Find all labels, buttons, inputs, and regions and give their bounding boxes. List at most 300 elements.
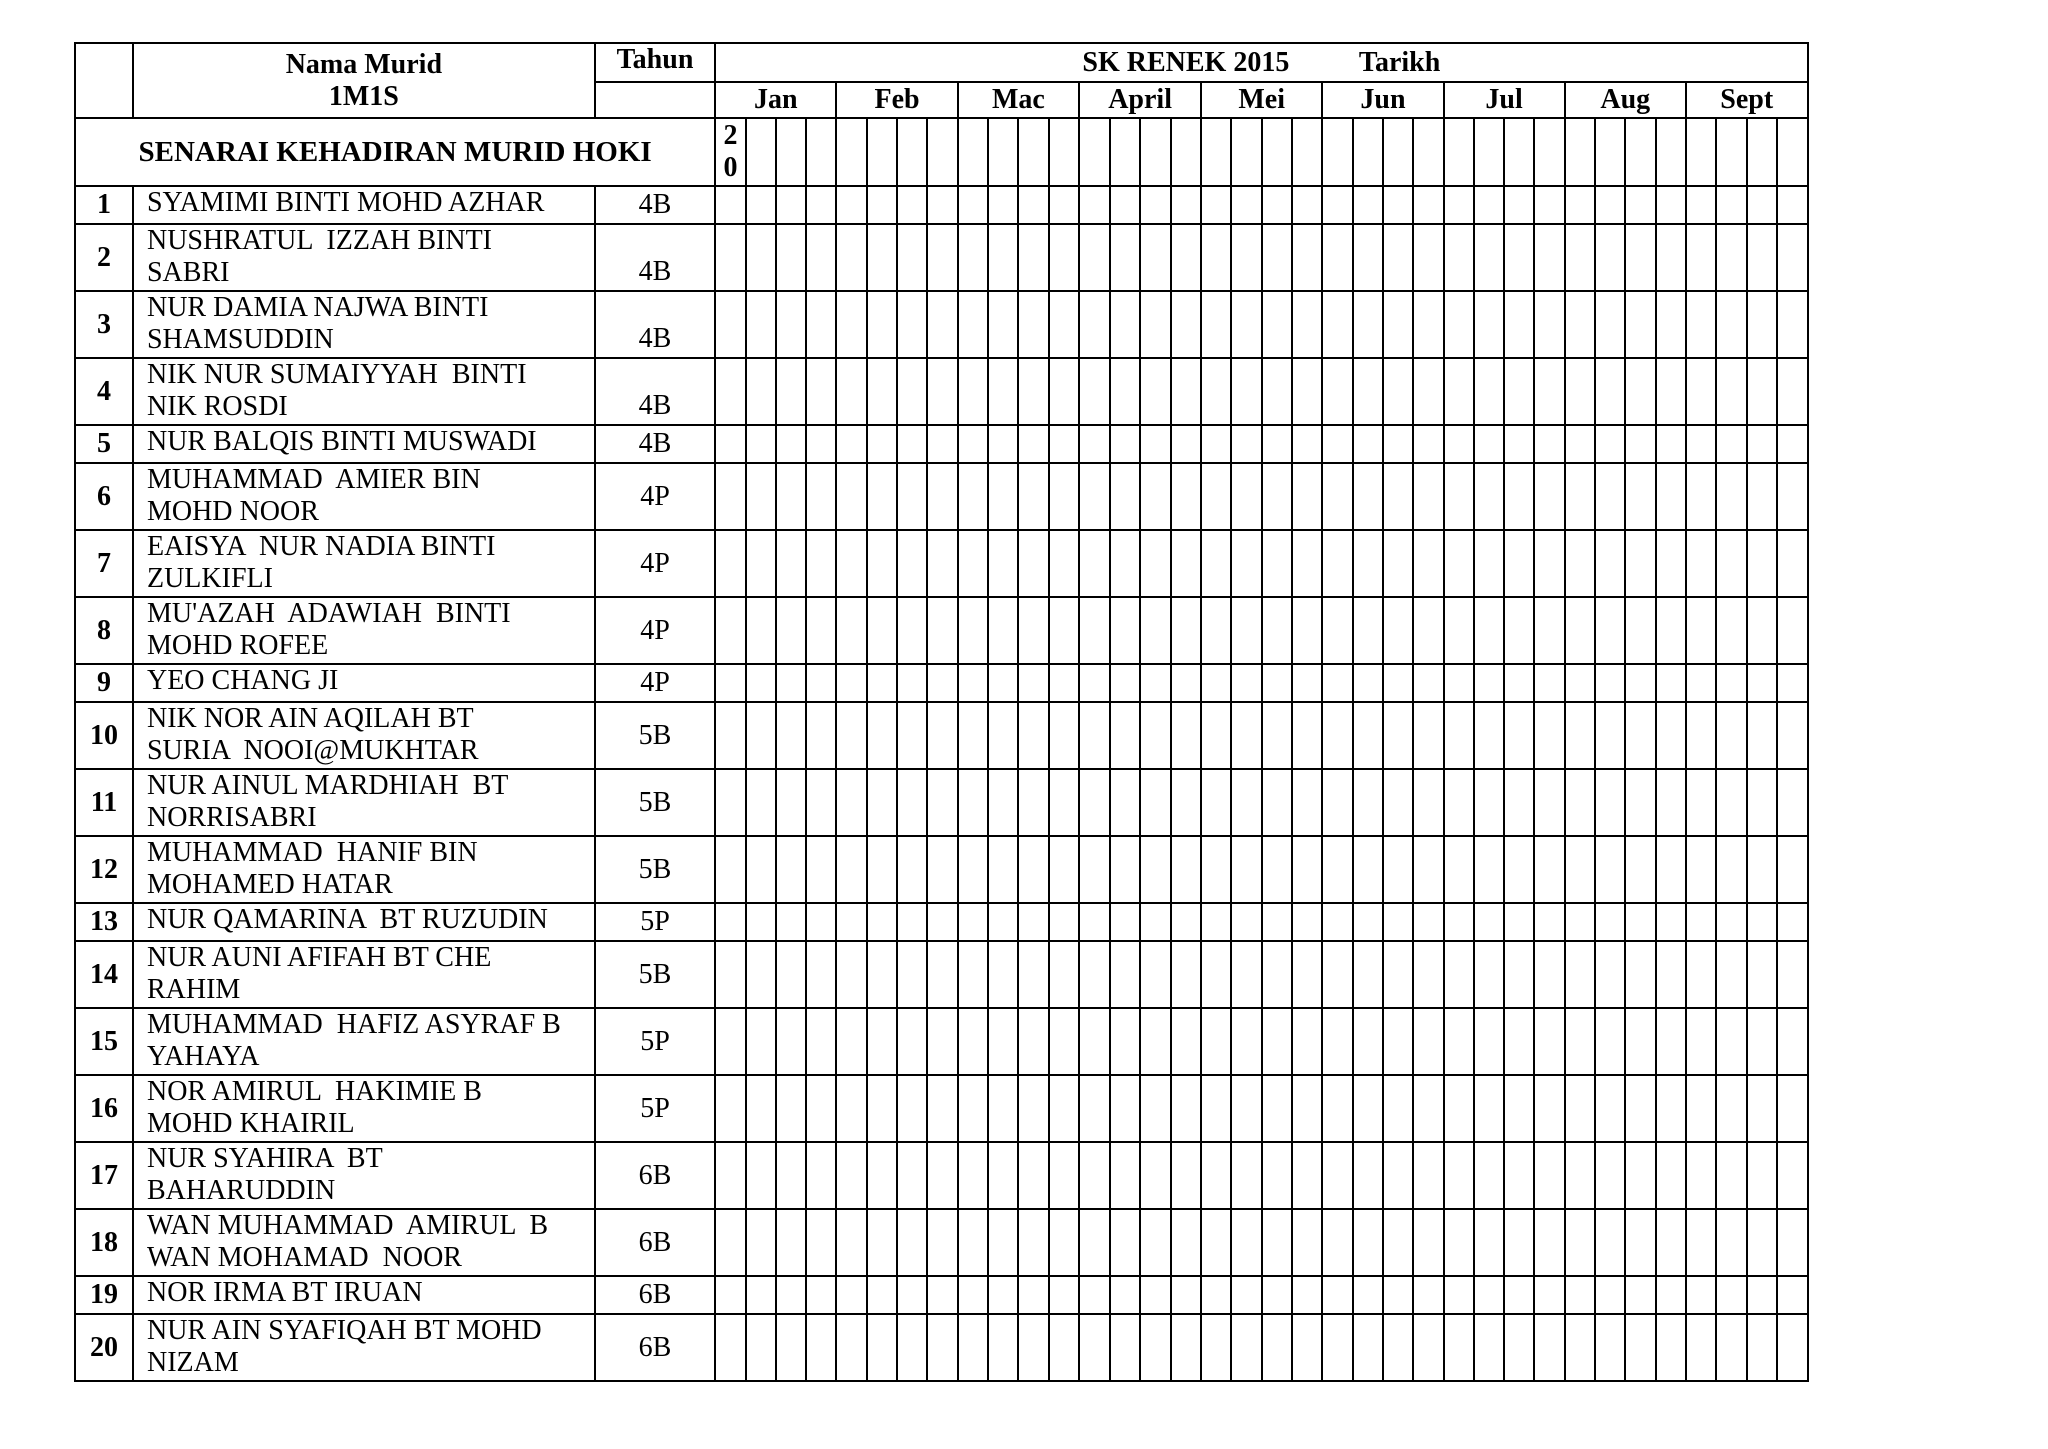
attendance-cell[interactable]: [1049, 1276, 1079, 1314]
attendance-cell[interactable]: [1262, 1276, 1292, 1314]
attendance-cell[interactable]: [1171, 836, 1201, 903]
attendance-cell[interactable]: [958, 186, 988, 224]
attendance-cell[interactable]: [1049, 1209, 1079, 1276]
attendance-cell[interactable]: [1262, 1142, 1292, 1209]
attendance-cell[interactable]: [1534, 425, 1564, 463]
attendance-cell[interactable]: [1747, 836, 1777, 903]
attendance-cell[interactable]: [1534, 1314, 1564, 1381]
attendance-cell[interactable]: [746, 836, 776, 903]
attendance-cell[interactable]: [806, 941, 836, 1008]
attendance-cell[interactable]: [927, 425, 957, 463]
attendance-cell[interactable]: [1292, 664, 1322, 702]
attendance-cell[interactable]: [1322, 1075, 1352, 1142]
attendance-cell[interactable]: [836, 1314, 866, 1381]
attendance-cell[interactable]: [1747, 224, 1777, 291]
attendance-cell[interactable]: [715, 1276, 746, 1314]
attendance-cell[interactable]: [1686, 358, 1716, 425]
attendance-cell[interactable]: [715, 941, 746, 1008]
attendance-cell[interactable]: [1110, 224, 1140, 291]
attendance-cell[interactable]: [1777, 224, 1807, 291]
attendance-cell[interactable]: [1595, 702, 1625, 769]
attendance-cell[interactable]: [1474, 597, 1504, 664]
attendance-cell[interactable]: [1049, 597, 1079, 664]
attendance-cell[interactable]: [1413, 358, 1443, 425]
attendance-cell[interactable]: [1534, 463, 1564, 530]
day-cell[interactable]: [1504, 118, 1534, 186]
attendance-cell[interactable]: [1140, 463, 1170, 530]
attendance-cell[interactable]: [1201, 597, 1231, 664]
attendance-cell[interactable]: [1686, 1142, 1716, 1209]
attendance-cell[interactable]: [1413, 291, 1443, 358]
attendance-cell[interactable]: [806, 597, 836, 664]
attendance-cell[interactable]: [1656, 1142, 1686, 1209]
attendance-cell[interactable]: [1686, 224, 1716, 291]
attendance-cell[interactable]: [1171, 224, 1201, 291]
attendance-cell[interactable]: [715, 769, 746, 836]
attendance-cell[interactable]: [776, 463, 806, 530]
attendance-cell[interactable]: [1413, 425, 1443, 463]
attendance-cell[interactable]: [836, 836, 866, 903]
attendance-cell[interactable]: [806, 224, 836, 291]
attendance-cell[interactable]: [776, 941, 806, 1008]
attendance-cell[interactable]: [1018, 1075, 1048, 1142]
attendance-cell[interactable]: [836, 1142, 866, 1209]
attendance-cell[interactable]: [1504, 530, 1534, 597]
attendance-cell[interactable]: [1383, 1142, 1413, 1209]
attendance-cell[interactable]: [1018, 358, 1048, 425]
attendance-cell[interactable]: [988, 836, 1018, 903]
attendance-cell[interactable]: [1292, 530, 1322, 597]
attendance-cell[interactable]: [1292, 941, 1322, 1008]
attendance-cell[interactable]: [988, 664, 1018, 702]
attendance-cell[interactable]: [1231, 1008, 1261, 1075]
attendance-cell[interactable]: [1444, 425, 1474, 463]
attendance-cell[interactable]: [1079, 597, 1109, 664]
attendance-cell[interactable]: [988, 530, 1018, 597]
attendance-cell[interactable]: [836, 224, 866, 291]
attendance-cell[interactable]: [897, 941, 927, 1008]
attendance-cell[interactable]: [1413, 903, 1443, 941]
attendance-cell[interactable]: [1110, 1276, 1140, 1314]
attendance-cell[interactable]: [1201, 1314, 1231, 1381]
attendance-cell[interactable]: [1413, 1075, 1443, 1142]
attendance-cell[interactable]: [1018, 597, 1048, 664]
attendance-cell[interactable]: [1231, 1314, 1261, 1381]
day-cell[interactable]: [1747, 118, 1777, 186]
attendance-cell[interactable]: [1110, 664, 1140, 702]
attendance-cell[interactable]: [1292, 186, 1322, 224]
attendance-cell[interactable]: [1140, 186, 1170, 224]
attendance-cell[interactable]: [1110, 1142, 1140, 1209]
attendance-cell[interactable]: [1747, 769, 1777, 836]
attendance-cell[interactable]: [1049, 291, 1079, 358]
attendance-cell[interactable]: [1504, 941, 1534, 1008]
attendance-cell[interactable]: [1140, 1314, 1170, 1381]
attendance-cell[interactable]: [1201, 224, 1231, 291]
attendance-cell[interactable]: [1353, 291, 1383, 358]
attendance-cell[interactable]: [1413, 597, 1443, 664]
attendance-cell[interactable]: [1262, 530, 1292, 597]
attendance-cell[interactable]: [1201, 186, 1231, 224]
attendance-cell[interactable]: [1686, 530, 1716, 597]
attendance-cell[interactable]: [1565, 769, 1595, 836]
attendance-cell[interactable]: [958, 903, 988, 941]
attendance-cell[interactable]: [1353, 224, 1383, 291]
day-cell[interactable]: [1049, 118, 1079, 186]
attendance-cell[interactable]: [1292, 463, 1322, 530]
attendance-cell[interactable]: [806, 1142, 836, 1209]
attendance-cell[interactable]: [988, 1008, 1018, 1075]
attendance-cell[interactable]: [776, 186, 806, 224]
attendance-cell[interactable]: [1171, 425, 1201, 463]
attendance-cell[interactable]: [988, 769, 1018, 836]
attendance-cell[interactable]: [1444, 836, 1474, 903]
attendance-cell[interactable]: [1747, 291, 1777, 358]
attendance-cell[interactable]: [1474, 1075, 1504, 1142]
attendance-cell[interactable]: [1777, 664, 1807, 702]
attendance-cell[interactable]: [1504, 291, 1534, 358]
attendance-cell[interactable]: [1383, 664, 1413, 702]
attendance-cell[interactable]: [1140, 903, 1170, 941]
attendance-cell[interactable]: [927, 664, 957, 702]
attendance-cell[interactable]: [927, 358, 957, 425]
attendance-cell[interactable]: [1747, 1008, 1777, 1075]
attendance-cell[interactable]: [1231, 836, 1261, 903]
attendance-cell[interactable]: [1413, 702, 1443, 769]
attendance-cell[interactable]: [1686, 291, 1716, 358]
attendance-cell[interactable]: [1018, 1314, 1048, 1381]
attendance-cell[interactable]: [958, 769, 988, 836]
attendance-cell[interactable]: [1262, 903, 1292, 941]
attendance-cell[interactable]: [1444, 769, 1474, 836]
attendance-cell[interactable]: [1262, 186, 1292, 224]
attendance-cell[interactable]: [958, 1209, 988, 1276]
attendance-cell[interactable]: [715, 530, 746, 597]
attendance-cell[interactable]: [715, 597, 746, 664]
attendance-cell[interactable]: [1686, 1209, 1716, 1276]
attendance-cell[interactable]: [746, 530, 776, 597]
attendance-cell[interactable]: [1595, 1276, 1625, 1314]
attendance-cell[interactable]: [1777, 186, 1807, 224]
attendance-cell[interactable]: [867, 425, 897, 463]
attendance-cell[interactable]: [1018, 702, 1048, 769]
attendance-cell[interactable]: [1171, 1314, 1201, 1381]
attendance-cell[interactable]: [1322, 769, 1352, 836]
attendance-cell[interactable]: [988, 1276, 1018, 1314]
attendance-cell[interactable]: [927, 903, 957, 941]
attendance-cell[interactable]: [1625, 1142, 1655, 1209]
attendance-cell[interactable]: [746, 1142, 776, 1209]
attendance-cell[interactable]: [1625, 358, 1655, 425]
attendance-cell[interactable]: [1716, 463, 1746, 530]
attendance-cell[interactable]: [1625, 224, 1655, 291]
attendance-cell[interactable]: [958, 702, 988, 769]
attendance-cell[interactable]: [1534, 530, 1564, 597]
attendance-cell[interactable]: [1504, 425, 1534, 463]
attendance-cell[interactable]: [897, 1209, 927, 1276]
attendance-cell[interactable]: [1444, 664, 1474, 702]
attendance-cell[interactable]: [1018, 836, 1048, 903]
attendance-cell[interactable]: [1504, 597, 1534, 664]
attendance-cell[interactable]: [1262, 1314, 1292, 1381]
attendance-cell[interactable]: [1625, 664, 1655, 702]
attendance-cell[interactable]: [1504, 224, 1534, 291]
attendance-cell[interactable]: [1201, 836, 1231, 903]
attendance-cell[interactable]: [1201, 702, 1231, 769]
attendance-cell[interactable]: [1353, 769, 1383, 836]
attendance-cell[interactable]: [715, 1008, 746, 1075]
attendance-cell[interactable]: [1656, 1008, 1686, 1075]
attendance-cell[interactable]: [1110, 1008, 1140, 1075]
attendance-cell[interactable]: [1565, 1209, 1595, 1276]
attendance-cell[interactable]: [1656, 291, 1686, 358]
attendance-cell[interactable]: [1474, 903, 1504, 941]
attendance-cell[interactable]: [988, 224, 1018, 291]
attendance-cell[interactable]: [1322, 463, 1352, 530]
attendance-cell[interactable]: [806, 1276, 836, 1314]
attendance-cell[interactable]: [806, 425, 836, 463]
attendance-cell[interactable]: [958, 358, 988, 425]
attendance-cell[interactable]: [1383, 702, 1413, 769]
attendance-cell[interactable]: [1262, 425, 1292, 463]
attendance-cell[interactable]: [897, 425, 927, 463]
attendance-cell[interactable]: [1201, 1075, 1231, 1142]
attendance-cell[interactable]: [1110, 1314, 1140, 1381]
attendance-cell[interactable]: [715, 1142, 746, 1209]
day-cell[interactable]: [836, 118, 866, 186]
attendance-cell[interactable]: [746, 1075, 776, 1142]
attendance-cell[interactable]: [1140, 836, 1170, 903]
attendance-cell[interactable]: [1444, 224, 1474, 291]
attendance-cell[interactable]: [1595, 1314, 1625, 1381]
attendance-cell[interactable]: [1171, 1276, 1201, 1314]
attendance-cell[interactable]: [927, 941, 957, 1008]
attendance-cell[interactable]: [1140, 1075, 1170, 1142]
attendance-cell[interactable]: [1716, 664, 1746, 702]
attendance-cell[interactable]: [1262, 463, 1292, 530]
attendance-cell[interactable]: [897, 702, 927, 769]
attendance-cell[interactable]: [1504, 358, 1534, 425]
attendance-cell[interactable]: [776, 1276, 806, 1314]
day-cell[interactable]: [1474, 118, 1504, 186]
attendance-cell[interactable]: [1595, 836, 1625, 903]
attendance-cell[interactable]: [1171, 1142, 1201, 1209]
day-cell[interactable]: [1322, 118, 1352, 186]
attendance-cell[interactable]: [988, 1209, 1018, 1276]
attendance-cell[interactable]: [1595, 1075, 1625, 1142]
attendance-cell[interactable]: [715, 291, 746, 358]
attendance-cell[interactable]: [1565, 1075, 1595, 1142]
attendance-cell[interactable]: [1413, 186, 1443, 224]
attendance-cell[interactable]: [1413, 1209, 1443, 1276]
attendance-cell[interactable]: [1201, 425, 1231, 463]
attendance-cell[interactable]: [1171, 903, 1201, 941]
attendance-cell[interactable]: [746, 597, 776, 664]
attendance-cell[interactable]: [1716, 941, 1746, 1008]
attendance-cell[interactable]: [927, 1209, 957, 1276]
attendance-cell[interactable]: [1262, 291, 1292, 358]
attendance-cell[interactable]: [1262, 664, 1292, 702]
attendance-cell[interactable]: [1292, 836, 1322, 903]
attendance-cell[interactable]: [1565, 903, 1595, 941]
attendance-cell[interactable]: [1201, 903, 1231, 941]
day-cell[interactable]: [746, 118, 776, 186]
attendance-cell[interactable]: [1079, 769, 1109, 836]
day-cell[interactable]: [1413, 118, 1443, 186]
attendance-cell[interactable]: [1079, 903, 1109, 941]
attendance-cell[interactable]: [958, 1008, 988, 1075]
attendance-cell[interactable]: [1747, 1142, 1777, 1209]
attendance-cell[interactable]: [988, 425, 1018, 463]
attendance-cell[interactable]: [1140, 1008, 1170, 1075]
attendance-cell[interactable]: [1595, 186, 1625, 224]
attendance-cell[interactable]: [1686, 425, 1716, 463]
attendance-cell[interactable]: [836, 530, 866, 597]
attendance-cell[interactable]: [836, 664, 866, 702]
attendance-cell[interactable]: [715, 903, 746, 941]
attendance-cell[interactable]: [1201, 1276, 1231, 1314]
attendance-cell[interactable]: [1262, 1008, 1292, 1075]
attendance-cell[interactable]: [988, 186, 1018, 224]
attendance-cell[interactable]: [836, 597, 866, 664]
day-cell[interactable]: [1292, 118, 1322, 186]
attendance-cell[interactable]: [746, 903, 776, 941]
attendance-cell[interactable]: [746, 769, 776, 836]
attendance-cell[interactable]: [746, 291, 776, 358]
attendance-cell[interactable]: [958, 664, 988, 702]
attendance-cell[interactable]: [1747, 702, 1777, 769]
attendance-cell[interactable]: [1625, 1008, 1655, 1075]
attendance-cell[interactable]: [1231, 1276, 1261, 1314]
attendance-cell[interactable]: [1777, 1075, 1807, 1142]
attendance-cell[interactable]: [1747, 1075, 1777, 1142]
attendance-cell[interactable]: [1565, 358, 1595, 425]
attendance-cell[interactable]: [1049, 836, 1079, 903]
attendance-cell[interactable]: [1625, 1209, 1655, 1276]
attendance-cell[interactable]: [1231, 903, 1261, 941]
attendance-cell[interactable]: [1534, 1142, 1564, 1209]
attendance-cell[interactable]: [988, 358, 1018, 425]
attendance-cell[interactable]: [1777, 463, 1807, 530]
attendance-cell[interactable]: [958, 1075, 988, 1142]
attendance-cell[interactable]: [1231, 1075, 1261, 1142]
attendance-cell[interactable]: [1474, 1142, 1504, 1209]
attendance-cell[interactable]: [1262, 941, 1292, 1008]
attendance-cell[interactable]: [1716, 358, 1746, 425]
attendance-cell[interactable]: [988, 463, 1018, 530]
attendance-cell[interactable]: [1716, 836, 1746, 903]
attendance-cell[interactable]: [867, 1209, 897, 1276]
attendance-cell[interactable]: [988, 1075, 1018, 1142]
attendance-cell[interactable]: [1079, 463, 1109, 530]
attendance-cell[interactable]: [1079, 530, 1109, 597]
attendance-cell[interactable]: [867, 769, 897, 836]
attendance-cell[interactable]: [1383, 941, 1413, 1008]
attendance-cell[interactable]: [1171, 769, 1201, 836]
attendance-cell[interactable]: [1565, 463, 1595, 530]
attendance-cell[interactable]: [927, 1314, 957, 1381]
attendance-cell[interactable]: [1656, 664, 1686, 702]
attendance-cell[interactable]: [1504, 1008, 1534, 1075]
attendance-cell[interactable]: [1353, 903, 1383, 941]
attendance-cell[interactable]: [715, 664, 746, 702]
attendance-cell[interactable]: [806, 702, 836, 769]
attendance-cell[interactable]: [1625, 903, 1655, 941]
attendance-cell[interactable]: [1079, 186, 1109, 224]
attendance-cell[interactable]: [1049, 425, 1079, 463]
attendance-cell[interactable]: [1049, 769, 1079, 836]
attendance-cell[interactable]: [1079, 1314, 1109, 1381]
attendance-cell[interactable]: [1018, 769, 1048, 836]
attendance-cell[interactable]: [1110, 769, 1140, 836]
attendance-cell[interactable]: [1171, 664, 1201, 702]
attendance-cell[interactable]: [836, 1209, 866, 1276]
attendance-cell[interactable]: [1171, 530, 1201, 597]
attendance-cell[interactable]: [776, 425, 806, 463]
attendance-cell[interactable]: [1201, 530, 1231, 597]
attendance-cell[interactable]: [1383, 463, 1413, 530]
attendance-cell[interactable]: [776, 358, 806, 425]
day-cell[interactable]: [1716, 118, 1746, 186]
attendance-cell[interactable]: [897, 463, 927, 530]
day-cell[interactable]: [1262, 118, 1292, 186]
attendance-cell[interactable]: [1018, 425, 1048, 463]
attendance-cell[interactable]: [1534, 903, 1564, 941]
attendance-cell[interactable]: [836, 291, 866, 358]
attendance-cell[interactable]: [1534, 702, 1564, 769]
attendance-cell[interactable]: [1383, 358, 1413, 425]
attendance-cell[interactable]: [1656, 903, 1686, 941]
attendance-cell[interactable]: [1079, 702, 1109, 769]
attendance-cell[interactable]: [1565, 224, 1595, 291]
attendance-cell[interactable]: [1413, 941, 1443, 1008]
attendance-cell[interactable]: [1777, 1276, 1807, 1314]
attendance-cell[interactable]: [1534, 597, 1564, 664]
attendance-cell[interactable]: [1565, 1142, 1595, 1209]
attendance-cell[interactable]: [1625, 291, 1655, 358]
attendance-cell[interactable]: [806, 358, 836, 425]
attendance-cell[interactable]: [1079, 664, 1109, 702]
attendance-cell[interactable]: [867, 1075, 897, 1142]
attendance-cell[interactable]: [1413, 1314, 1443, 1381]
attendance-cell[interactable]: [1079, 1075, 1109, 1142]
attendance-cell[interactable]: [1079, 224, 1109, 291]
attendance-cell[interactable]: [836, 463, 866, 530]
attendance-cell[interactable]: [1686, 941, 1716, 1008]
attendance-cell[interactable]: [1716, 1314, 1746, 1381]
day-cell[interactable]: [1444, 118, 1474, 186]
attendance-cell[interactable]: [715, 463, 746, 530]
attendance-cell[interactable]: [1656, 702, 1686, 769]
attendance-cell[interactable]: [806, 1008, 836, 1075]
attendance-cell[interactable]: [1625, 425, 1655, 463]
attendance-cell[interactable]: [1140, 358, 1170, 425]
attendance-cell[interactable]: [1383, 836, 1413, 903]
attendance-cell[interactable]: [1656, 186, 1686, 224]
attendance-cell[interactable]: [1595, 463, 1625, 530]
attendance-cell[interactable]: [867, 1314, 897, 1381]
attendance-cell[interactable]: [927, 1276, 957, 1314]
attendance-cell[interactable]: [1716, 1008, 1746, 1075]
attendance-cell[interactable]: [806, 769, 836, 836]
attendance-cell[interactable]: [1777, 836, 1807, 903]
attendance-cell[interactable]: [1322, 702, 1352, 769]
attendance-cell[interactable]: [988, 1314, 1018, 1381]
attendance-cell[interactable]: [1171, 291, 1201, 358]
day-cell[interactable]: [1383, 118, 1413, 186]
attendance-cell[interactable]: [1474, 425, 1504, 463]
attendance-cell[interactable]: [1262, 702, 1292, 769]
